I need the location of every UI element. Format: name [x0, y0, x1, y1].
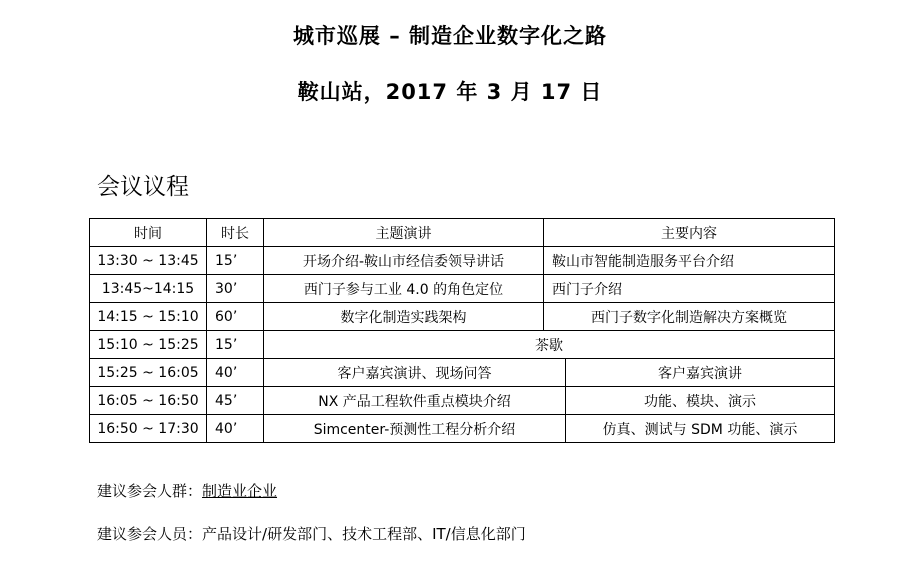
header-topic: 主题演讲: [264, 219, 544, 247]
cell-duration: 15’: [207, 331, 264, 359]
cell-topic: Simcenter-预测性工程分析介绍: [264, 415, 566, 443]
cell-content: 仿真、测试与 SDM 功能、演示: [566, 415, 835, 443]
cell-content: 西门子数字化制造解决方案概览: [544, 303, 835, 331]
cell-duration: 40’: [207, 359, 264, 387]
audience-label: 建议参会人群：: [97, 482, 203, 500]
cell-duration: 60’: [207, 303, 264, 331]
cell-duration: 45’: [207, 387, 264, 415]
table-row: [90, 275, 835, 303]
page-subtitle: 鞍山站，2017 年 3 月 17 日: [297, 80, 603, 104]
table-row: [90, 247, 835, 275]
cell-time: 16:50 ~ 17:30: [90, 415, 207, 443]
cell-topic: 西门子参与工业 4.0 的角色定位: [264, 275, 544, 303]
audience-value: 制造业企业: [202, 482, 278, 500]
attendees-note: [97, 523, 526, 544]
table-row: [90, 359, 835, 387]
cell-content: 客户嘉宾演讲: [566, 359, 835, 387]
agenda-table: [89, 218, 835, 443]
cell-time: 15:25 ~ 16:05: [90, 359, 207, 387]
cell-topic: NX 产品工程软件重点模块介绍: [264, 387, 566, 415]
cell-time: 13:30 ~ 13:45: [90, 247, 207, 275]
page-title: 城市巡展 – 制造企业数字化之路: [292, 24, 608, 48]
cell-content: 西门子介绍: [544, 275, 835, 303]
table-row: [90, 387, 835, 415]
attendees-label: 建议参会人员：: [97, 525, 203, 543]
cell-time: 16:05 ~ 16:50: [90, 387, 207, 415]
attendees-value: 产品设计/研发部门、技术工程部、IT/信息化部门: [202, 525, 526, 543]
cell-duration: 15’: [207, 247, 264, 275]
cell-topic: 客户嘉宾演讲、现场问答: [264, 359, 566, 387]
cell-content: 鞍山市智能制造服务平台介绍: [544, 247, 835, 275]
cell-topic: 开场介绍-鞍山市经信委领导讲话: [264, 247, 544, 275]
table-row: [90, 331, 835, 359]
cell-content: 功能、模块、演示: [566, 387, 835, 415]
audience-note: [97, 480, 277, 501]
table-header-row: [90, 219, 835, 247]
cell-time: 13:45~14:15: [90, 275, 207, 303]
cell-break: 茶歇: [264, 331, 835, 359]
cell-time: 14:15 ~ 15:10: [90, 303, 207, 331]
header-time: 时间: [90, 219, 207, 247]
cell-duration: 30’: [207, 275, 264, 303]
header-content: 主要内容: [544, 219, 835, 247]
cell-time: 15:10 ~ 15:25: [90, 331, 207, 359]
header-duration: 时长: [207, 219, 264, 247]
cell-duration: 40’: [207, 415, 264, 443]
section-heading: 会议议程: [97, 174, 189, 200]
table-row: [90, 415, 835, 443]
cell-topic: 数字化制造实践架构: [264, 303, 544, 331]
table-row: [90, 303, 835, 331]
